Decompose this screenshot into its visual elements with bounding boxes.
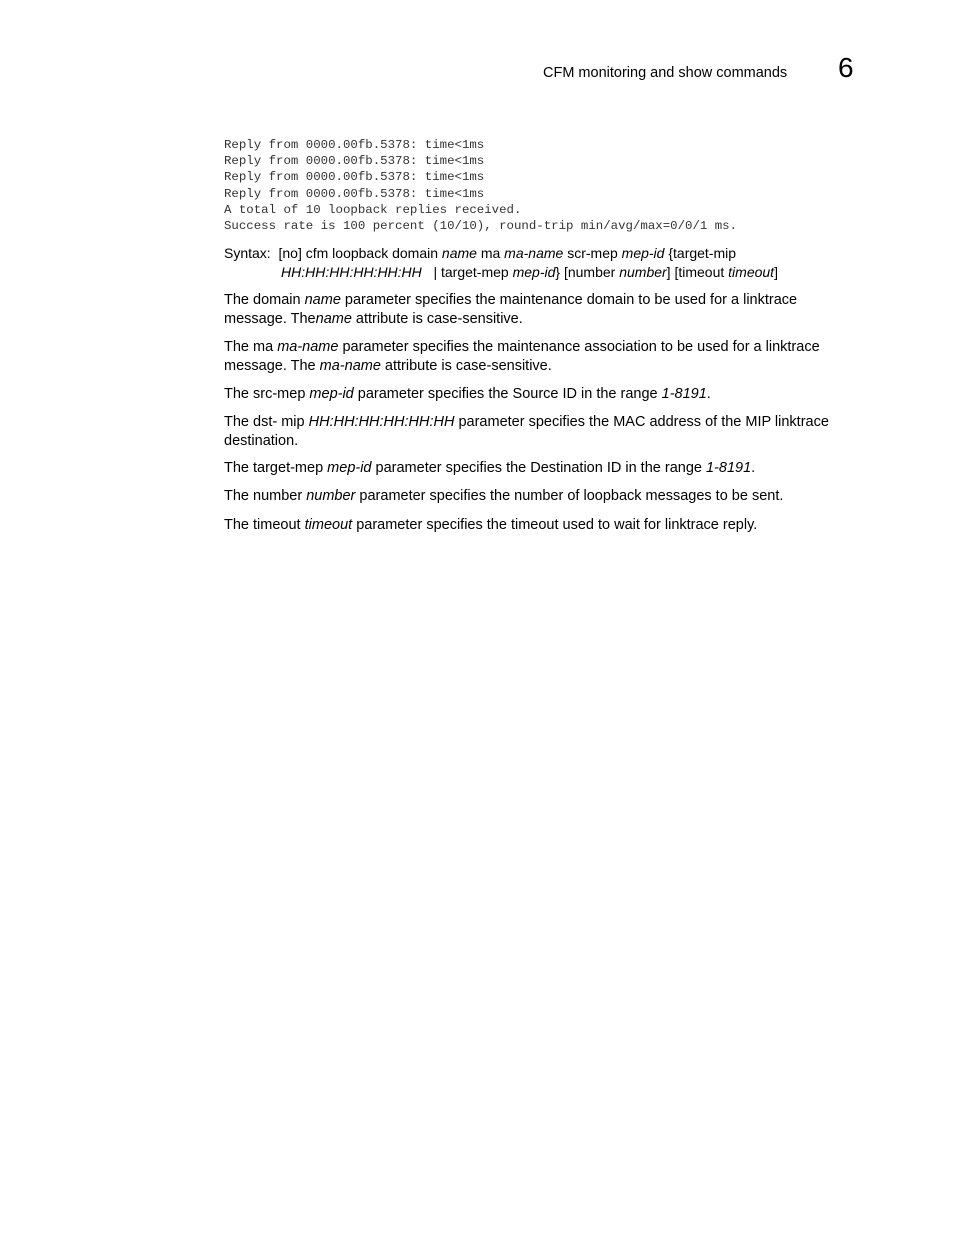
paragraph-ma: The ma ma-name parameter specifies the maintenance association to be used for a linktrace message. The ma-name attribute is case-sensitive. — [224, 339, 820, 374]
code-line: Reply from 0000.00fb.5378: time<1ms — [224, 154, 485, 169]
syntax-keyword: } — [555, 263, 561, 280]
syntax-keyword: [no] cfm loopback domain — [278, 245, 439, 261]
syntax-keyword: ] — [774, 263, 778, 280]
syntax-line-2 — [224, 263, 844, 282]
syntax-param: number — [619, 263, 667, 280]
syntax-keyword: {target-mip — [668, 245, 737, 261]
paragraph-number: The number number parameter specifies the number of loopback messages to be sent. — [224, 488, 784, 504]
syntax-param: ma-name — [504, 245, 564, 261]
code-line: Reply from 0000.00fb.5378: time<1ms — [224, 186, 485, 201]
paragraph-src-mep: The src-mep mep-id parameter specifies the Source ID in the range 1-8191. — [224, 386, 711, 402]
code-line: Reply from 0000.00fb.5378: time<1ms — [224, 170, 485, 185]
syntax-line-1 — [224, 244, 844, 263]
syntax-keyword: scr-mep — [567, 245, 618, 261]
paragraph-timeout: The timeout timeout parameter specifies the timeout used to wait for linktrace reply. — [224, 517, 758, 533]
syntax-keyword: [number — [563, 263, 616, 280]
syntax-keyword: ma — [480, 245, 501, 261]
paragraph-domain: The domain name parameter specifies the maintenance domain to be used for a linktrace message. Thename attribute is case-sensitive. — [224, 292, 798, 327]
syntax-keyword: ] — [666, 263, 671, 280]
syntax-param: name — [441, 245, 477, 261]
syntax-param: HH:HH:HH:HH:HH:HH — [281, 263, 422, 280]
paragraph-dst-mip: The dst- mip HH:HH:HH:HH:HH:HH parameter specifies the MAC address of the MIP linktrace destination. — [224, 414, 829, 449]
paragraph-target-mep: The target-mep mep-id parameter specifies the Destination ID in the range 1-8191. — [224, 460, 756, 476]
syntax-param: timeout — [728, 263, 775, 280]
syntax-block — [224, 244, 844, 281]
header-title: CFM monitoring and show commands — [543, 65, 788, 81]
syntax-param: mep-id — [621, 245, 665, 261]
syntax-keyword: [timeout — [674, 263, 725, 280]
syntax-param: mep-id — [512, 263, 556, 280]
code-line: Reply from 0000.00fb.5378: time<1ms — [224, 138, 485, 152]
syntax-keyword: | target-mep — [433, 263, 509, 280]
code-line: A total of 10 loopback replies received. — [224, 202, 522, 217]
code-block — [224, 137, 737, 234]
code-line: Success rate is 100 percent (10/10), round-trip min/avg/max=0/0/1 ms. — [224, 219, 738, 234]
chapter-number: 6 — [838, 52, 854, 83]
syntax-label: Syntax: — [224, 245, 271, 261]
